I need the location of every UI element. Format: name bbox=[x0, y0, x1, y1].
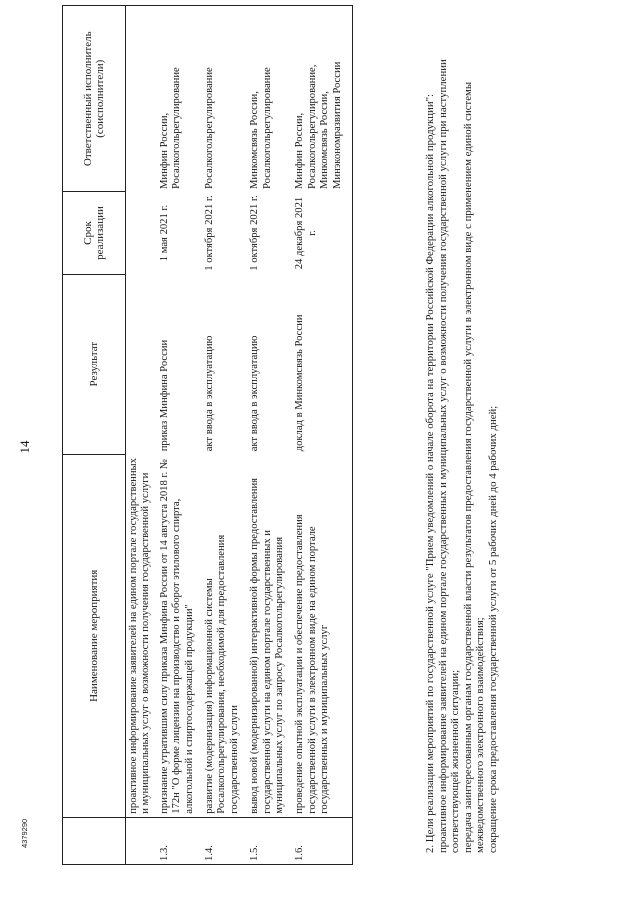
row-deadline: 1 октября 2021 г. bbox=[249, 195, 261, 271]
row-num bbox=[126, 817, 159, 864]
header-responsible: Ответственный исполнитель (соисполнители) bbox=[63, 6, 126, 193]
action-plan-table bbox=[62, 5, 353, 865]
document-id: 4379290 bbox=[20, 818, 29, 848]
goals-intro: 2. Цели реализации мероприятий по государственной услуге "Прием уведомлений о начале оборота на территории Российской Федерации алкогольной продукции": bbox=[424, 93, 436, 853]
header-result: Результат bbox=[63, 274, 126, 454]
row-deadline: 1 мая 2021 г. bbox=[158, 204, 170, 262]
row-responsible: Минфин России, Росалкогольрегулирование bbox=[159, 6, 204, 193]
row-result: акт ввода в эксплуатацию bbox=[204, 335, 216, 452]
page-number: 14 bbox=[17, 440, 32, 454]
row-result: акт ввода в эксплуатацию bbox=[249, 335, 261, 452]
row-name: вывод новой (модернизированной) интерактивной формы предоставления государственной услуги на едином портале государственных и муниципальных услуг по запросу Росалкогольрегулирования bbox=[249, 477, 286, 814]
row-num: 1.5. bbox=[249, 817, 294, 864]
row-deadline: 1 октября 2021 г. bbox=[204, 195, 216, 271]
row-deadline: 24 декабря 2021 г. bbox=[294, 192, 352, 274]
goals-item: проактивное информирование заявителей на едином портале государственных и муниципальных услуг о возможности получения государственной услуги при наступлении соответствующей жизненной ситуации; bbox=[436, 59, 462, 853]
header-deadline: Срок реализации bbox=[63, 192, 126, 274]
table-row-continuation bbox=[126, 6, 159, 865]
row-responsible: Минкомсвязь России, Росалкогольрегулирование bbox=[249, 6, 294, 193]
goals-item: сокращение срока предоставления государственной услуги от 5 рабочих дней до 4 рабочих дней; bbox=[486, 405, 499, 853]
header-num bbox=[63, 817, 126, 864]
row-responsible: Минфин России, Росалкогольрегулирование, Минкомсвязь России, Минэкономразвития России bbox=[294, 6, 352, 193]
row-result: приказ Минфина России bbox=[158, 339, 170, 452]
row-name: развитие (модернизация) информационной системы Росалкогольрегулирования, необходимой для предоставления государственной услуги bbox=[204, 534, 240, 814]
goals-section bbox=[424, 7, 500, 853]
header-name: Наименование мероприятия bbox=[63, 454, 126, 817]
table-header-row bbox=[63, 6, 126, 865]
row-name: проактивное информирование заявителей на едином портале государственных и муниципальных услуг о возможности получения государственной услуги bbox=[128, 458, 152, 814]
table-row bbox=[249, 6, 294, 865]
row-result: доклад в Минкомсвязь России bbox=[294, 274, 352, 454]
row-num: 1.4. bbox=[204, 817, 249, 864]
row-responsible: Росалкогольрегулирование bbox=[204, 6, 249, 193]
row-num: 1.6. bbox=[294, 817, 352, 864]
row-name: признание утратившим силу приказа Минфина России от 14 августа 2018 г. № 172н "О форме лицензии на производство и оборот этилового спирта, алкогольной и спиртосодержащей продукции" bbox=[158, 459, 195, 814]
table-row bbox=[294, 6, 352, 865]
goals-item: передача заинтересованным органам государственной власти результатов предоставления государственной услуги в электронном виде с применением единой системы межведомственного электронного взаимодействия; bbox=[461, 81, 487, 853]
row-num: 1.3. bbox=[159, 817, 204, 864]
table-row bbox=[204, 6, 249, 865]
table-row bbox=[159, 6, 204, 865]
row-name: проведение опытной эксплуатации и обеспечение предоставления государственной услуги в электронном виде на едином портале государственных и муниципальных услуг bbox=[294, 454, 352, 817]
